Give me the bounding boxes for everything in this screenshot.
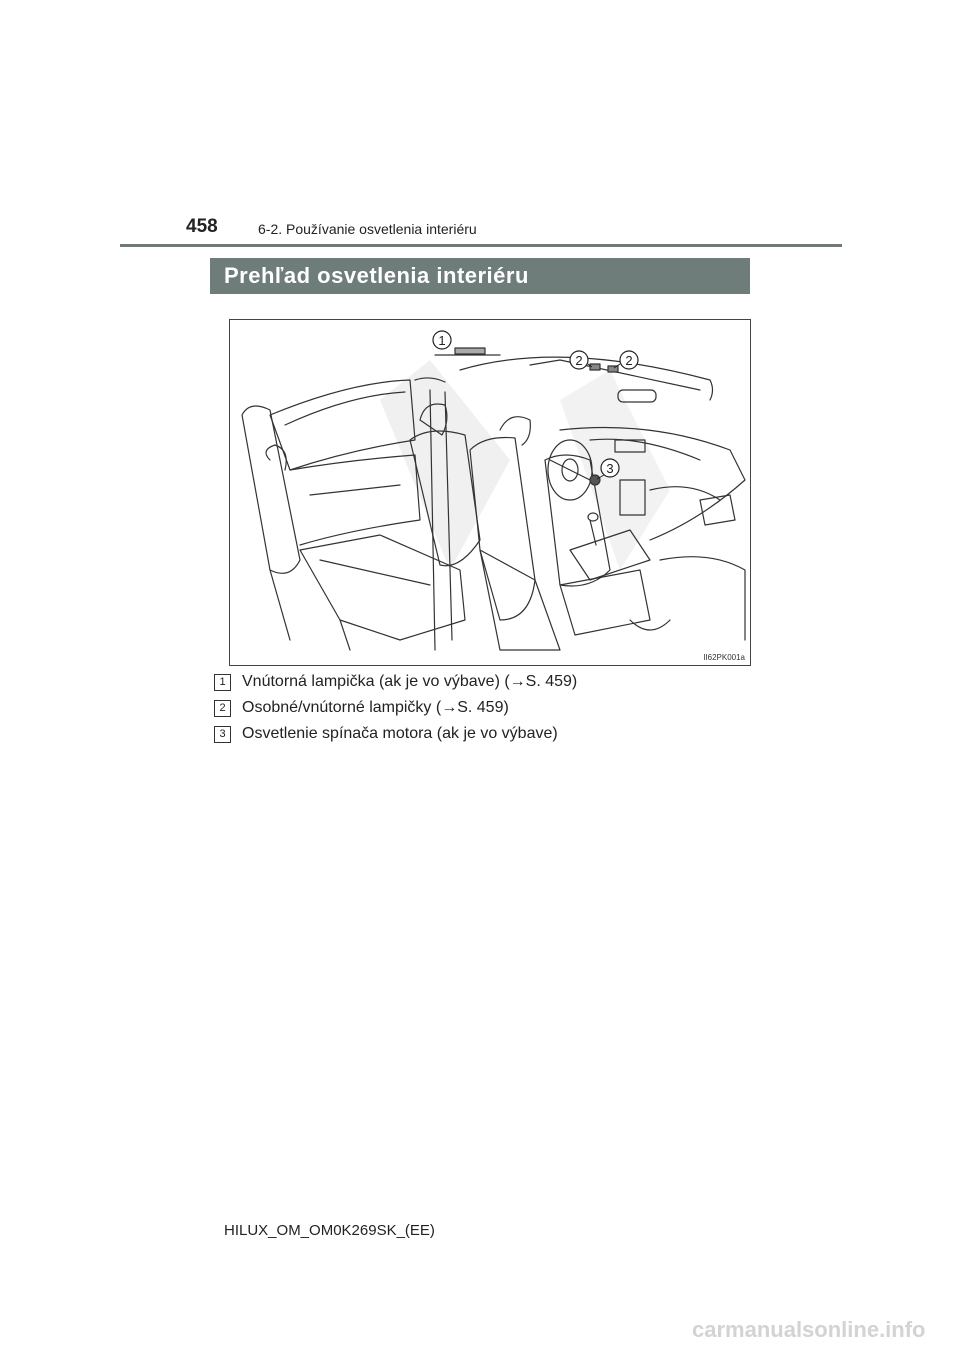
section-header [210,258,750,294]
section-title: Prehľad osvetlenia interiéru [224,263,529,288]
legend-text: Vnútorná lampička (ak je vo výbave) (→S. 459) [242,673,578,690]
legend-text: Osobné/vnútorné lampičky (→S. 459) [242,699,509,716]
callout-2b: 2 [625,353,633,368]
callout-1: 1 [438,333,446,348]
callout-3: 3 [606,461,614,476]
legend-number: 3 [214,726,231,743]
header-divider [120,244,842,247]
chapter-title: 6-2. Používanie osvetlenia interiéru [258,221,477,237]
callout-2a: 2 [575,353,583,368]
legend-number: 1 [214,674,231,691]
page-number: 458 [186,216,218,237]
document-id: HILUX_OM_OM0K269SK_(EE) [224,1222,435,1239]
legend-text: Osvetlenie spínača motora (ak je vo výbave) [242,725,558,742]
interior-illustration [229,319,751,666]
legend-number: 2 [214,700,231,717]
car-interior-drawing [230,320,750,665]
figure-code: II62PK001a [703,653,745,662]
watermark: carmanualsonline.info [692,1317,926,1342]
